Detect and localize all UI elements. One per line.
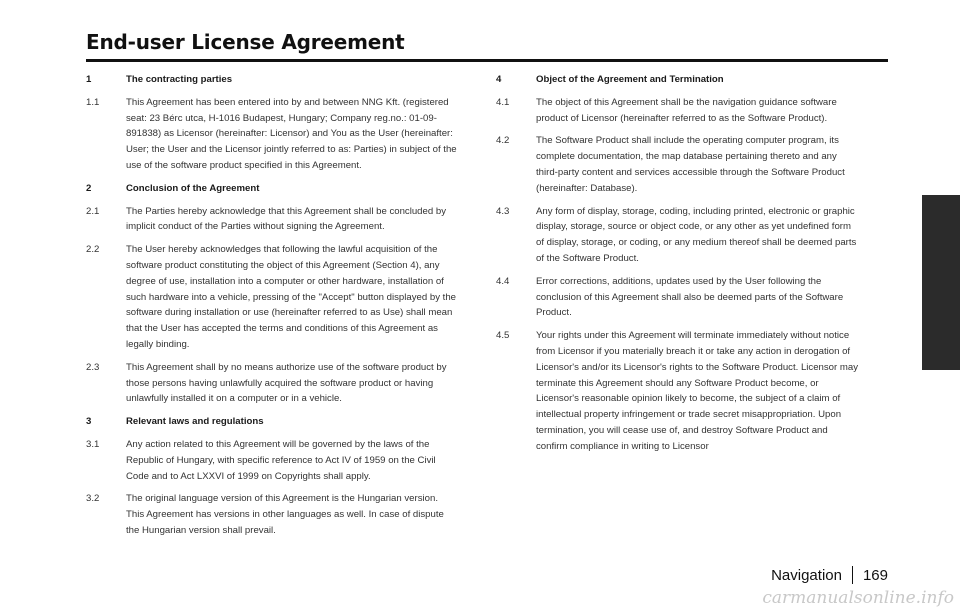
section-number: 1 (86, 74, 92, 85)
clause (86, 204, 458, 236)
right-column (496, 72, 858, 462)
section-number: 3 (86, 416, 92, 428)
section-heading (496, 72, 858, 88)
title-rule (86, 59, 888, 62)
section-number: 4 (496, 74, 502, 85)
section-title: Object of the Agreement and Termination (536, 74, 724, 85)
clause-text: This Agreement has been entered into by and between NNG Kft. (registered seat: 23 Bérc utca, H-1016 Budapest, Hungary; Company reg.no.: 01-09-891838) as Licensor (hereinafter: Licensor) and You as the User (hereinafter: User; the User and the Licensor jointly referred to as: Parties) in subject of the use of the software product specified in this Agreement. (126, 96, 457, 171)
clause (496, 133, 858, 196)
clause-number: 3.1 (86, 438, 100, 450)
clause-text: The object of this Agreement shall be the navigation guidance software product of Licensor (hereinafter referred to as the Software Product). (536, 96, 837, 124)
section-heading (86, 414, 458, 430)
clause-number: 4.5 (496, 330, 510, 342)
clause (496, 95, 858, 127)
footer-section-label: Navigation (771, 566, 842, 584)
clause-text: Any action related to this Agreement will be governed by the laws of the Republic of Hungary, with specific reference to Act IV of 1959 on the Civil Code and to Act LXXVI of 1999 on Copyrights shall apply. (126, 438, 436, 482)
clause (86, 491, 458, 538)
clause (496, 328, 858, 454)
section-title: Relevant laws and regulations (126, 416, 264, 428)
clause (496, 274, 858, 321)
page-number: 169 (862, 566, 888, 584)
clause-number: 2.3 (86, 361, 100, 373)
watermark: carmanualsonline.info (762, 588, 954, 608)
clause-number: 3.2 (86, 493, 100, 505)
clause (496, 204, 858, 267)
side-tab-marker (922, 195, 960, 370)
clause-text: Error corrections, additions, updates used by the User following the conclusion of this Agreement shall also be deemed parts of the Software Product. (536, 275, 844, 319)
section-title: The contracting parties (126, 74, 233, 85)
section-title: Conclusion of the Agreement (126, 182, 260, 194)
clause (86, 95, 458, 174)
clause (86, 242, 458, 353)
clause-number: 4.1 (496, 96, 510, 108)
clause-text: Your rights under this Agreement will terminate immediately without notice from Licensor if you materially breach it or take any action in derogation of Licensor's and/or its Licensor's rights to the Software Product. Licensor may terminate this Agreement should any Software Product become, or Licensor's reasonable opinion likely to become, the subject of a claim of intellectual property infringement or trade secret misappropriation. Upon termination, you will cease use of, and destroy Software Product and confirm compliance in writing to Licensor (536, 330, 859, 452)
clause (86, 437, 458, 484)
clause-number: 4.4 (496, 275, 510, 287)
footer-divider (852, 566, 853, 584)
section-heading (86, 72, 458, 88)
page-footer (771, 566, 888, 584)
clause-text: Any form of display, storage, coding, including printed, electronic or graphic display, storage, source or object code, or any other as yet undefined form of display, storage, or coding, or any medium thereof shall be deemed parts of the Software Product. (536, 205, 857, 264)
left-column (86, 72, 458, 546)
clause-number: 2.2 (86, 244, 100, 256)
clause-text: The Parties hereby acknowledge that this Agreement shall be concluded by implicit conduct of the Parties without signing the Agreement. (126, 205, 446, 233)
clause-number: 1.1 (86, 96, 100, 108)
clause-number: 2.1 (86, 205, 100, 217)
page-title: End-user License Agreement (86, 30, 405, 54)
clause-number: 4.3 (496, 205, 510, 217)
clause (86, 360, 458, 407)
section-heading (86, 181, 458, 197)
section-number: 2 (86, 182, 92, 194)
clause-text: This Agreement shall by no means authorize use of the software product by those persons having unlawfully acquired the software product or having unlawfully installed it on a computer or in a vehicle. (126, 361, 447, 405)
clause-text: The Software Product shall include the operating computer program, its complete documentation, the map database pertaining thereto and any third-party content and services accessible through the Software Product (hereinafter: Database). (536, 135, 845, 194)
clause-text: The original language version of this Agreement is the Hungarian version. This Agreement has versions in other languages as well. In case of dispute the Hungarian version shall prevail. (126, 493, 444, 536)
clause-text: The User hereby acknowledges that following the lawful acquisition of the software product constituting the object of this Agreement (Section 4), any degree of use, installation into a computer or other hardware, installation of such hardware into a vehicle, pressing of the "Accept" button displayed by the software during installation or use (hereinafter referred to as Use) shall mean that the User has accepted the terms and conditions of this Agreement as legally binding. (126, 244, 456, 350)
clause-number: 4.2 (496, 135, 510, 147)
